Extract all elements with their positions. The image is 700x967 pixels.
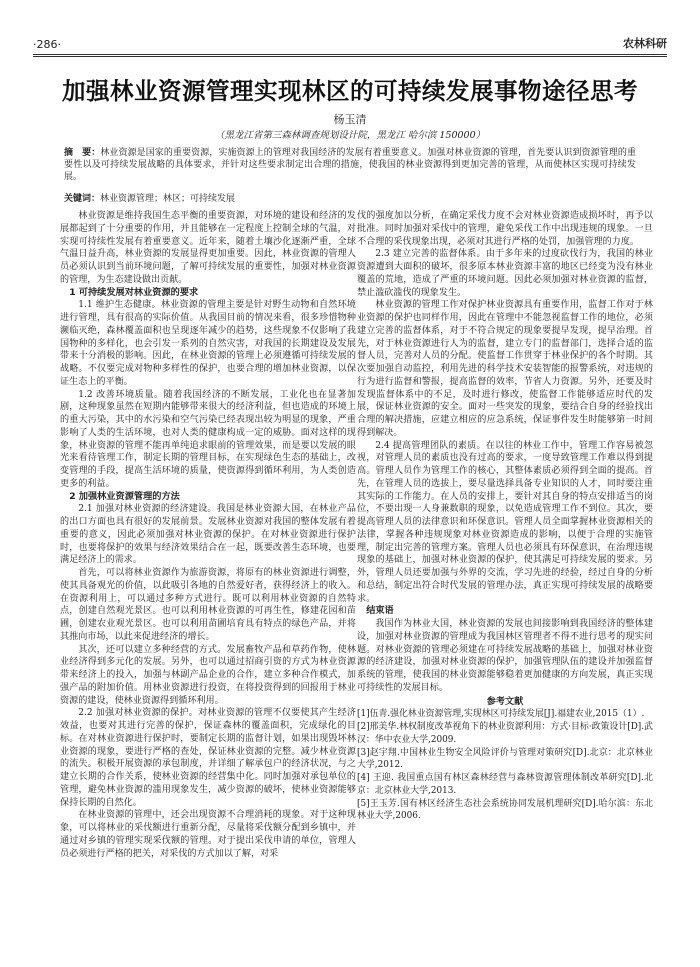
- reference-item: [2]邢美华.林权制度改革视角下的林业资源利用：方式·目标·政策设计[D].武汉：华中农业大学,2009.: [357, 722, 653, 745]
- body-paragraph: 2.4 提高管理团队的素质。在以往的林业工作中，管理工作容易被忽视，对管理人员的素质也没有过高的要求，一度导致管理工作难以得到提高。管理人员作为管理工作的核心，其整体素质必须得到全面的提高。首先，在管理人员的选拔上，要尽量选择具备专业知识的人才，同时要注重其实际的工作能力。在人员的安排上，要针对其自身的特点安排适当的岗位，不要出现一人身兼数职的现象，以免造成管理工作不到位。其次，要提高管理人员的法律意识和环保意识。管理人员全面掌握林业资源相关的法律，掌握各种违规现象对林业资源造成的影响，以便于合理的实施管理，制定出完善的管理方案。管理人员也必须具有环保意识，在治理违规现象的基础上，加强对林业资源的保护，使其满足可持续发展的要求。另外，管理人员还要加强与外界的交流，学习先进的经验，经过自身的分析和总结，制定出符合时代发展的管理办法，真正实现可持续发展的战略要求。: [357, 440, 653, 604]
- references-heading: 参考文献: [486, 696, 524, 707]
- page-number: ·286·: [33, 38, 61, 51]
- body-paragraph: 1.2 改善环境质量。随着我国经济的不断发展，工业化也在显著加剧，这种现象虽然在短期内能够带来很大的经济利益，但也造成的环境上的重大污染，其中的水污染和空气污染已经表现出较为明显的现象，严重影响了人类的生活环境，也对人类的健康构成一定的威胁。面对这样的现象，林业资源的管理不能再单纯追求眼前的管理效果，而是要以发展的眼光来看待管理工作，制定长期的管理目标，在实现绿色生态的基础上，改变管理的手段，提高生活环境的质量，使资源得到循环利用，为人类创造更多的利益。: [60, 389, 356, 489]
- body-paragraph: 在林业资源的管理中，还会出现资源不合理消耗的现象。对于这种现象，可以将林业的采伐额进行重新分配，尽量将采伐额分配到乡镇中，并通过对乡镇的管理实现采伐额的管理。对于提出采伐申请的单位，管理人员必须进行严格的把关，对采伐的方式加以了解，对采: [60, 810, 356, 859]
- abstract-label: 摘 要：: [64, 148, 101, 158]
- reference-item: [4] 王迎. 我国重点国有林区森林经营与森林资源管理体制改革研究[D].北京：北京林业大学,2013.: [357, 773, 653, 796]
- body-paragraph: 2.2 加强对林业资源的保护。对林业资源的管理不仅要使其产生经济效益，也要对其进行完善的保护，保证森林的覆盖面积，完成绿化的目标。在对林业资源进行保护时，要制定长期的监督计划，如果出现毁坏林业资源的现象，要进行严格的查处，保证林业资源的完整。减少林业资源的流失。积极开展资源的承包制度，并详细了解承包户的经济状况，与之建立长期的合作关系，使林业资源的经营集中化。同时加强对承包单位的管理，避免林业资源的滥用现象发生，减少资源的破坏，使林业资源能够保持长期的自然化。: [60, 708, 356, 808]
- body-right-column: [357, 210, 653, 823]
- running-header: [33, 26, 667, 55]
- body-paragraph: 其次，还可以建立多种经营的方式。发展畜牧产品和草药作物，使林业经济得到多元化的发展。另外，也可以通过招商引资的方式为林业资源带来经济上的投入，加强与林副产品企业的合作，建立多种合作模式，加强产品的附加价值。用林业资源进行投资，在将投资得到的回报用于林业资源的建设，使林业资源得到循环利用。: [60, 644, 356, 706]
- section-heading: 结束语: [366, 605, 394, 617]
- reference-item: [1]伍青.强化林业资源管理,实现林区可持续发展[J].福建农业,2015（1）.: [357, 709, 645, 720]
- reference-item: [3]赵宇翔.中国林业生物安全风险评价与管理对策研究[D].北京：北京林业大学,2012.: [357, 747, 653, 771]
- keywords-label: 关键词：: [64, 194, 101, 204]
- section-heading: 2 加强林业资源管理的方法: [69, 490, 180, 502]
- body-paragraph: 我国作为林业大国，林业资源的发展也间接影响到我国经济的整体建设，加强对林业资源的管理成为我国林区管理者不得不进行思考的现实问题。对林业资源的管理必须建在可持续发展战略的基础上，加强对林业资源的经济建设，加强对林业资源的保护，加强管理队伍的建设并加强监督系统的管理，使我国的林业资源能够稳着更加健康的方向发展，真正实现可持续性的发展目标。: [357, 619, 653, 693]
- article-author: 杨玉清: [333, 113, 367, 126]
- keywords: [64, 193, 636, 205]
- abstract: [64, 147, 636, 183]
- body-paragraph: 1.1 维护生态健康。林业资源的管理主要是针对野生动物和自然环境进行管理，具有很高的实际价值。从我国目前的情况来看，很多珍惜物种濒临灭绝，森林覆盖面积也呈现逐年减少的趋势，这些现象不仅影响了我国物种的多样化，也会引发一系列的自然灾害，对我国的长期建设及发展带来十分消极的影响。因此，在林业资源的管理上必须遵循可持续发展的战略。不仅要完成对物种多样性的保护，也要合理的增加林业资源，以保证生态上的平衡。: [60, 300, 356, 387]
- body-paragraph: 伐的强度加以分析，在确定采伐力度不会对林业资源造成损坏时，再予以批准。同时加强对采伐中的管理，避免采伐工作中出现违规的现象。一旦不合理的采伐现象出现，必须对其进行严格的处罚，加强管理的力度。: [357, 211, 653, 247]
- keywords-text: 林业资源管理；林区；可持续发展: [100, 194, 236, 204]
- journal-section: 农林科研: [623, 37, 667, 50]
- section-heading: 1 可持续发展对林业资源的要求: [69, 286, 199, 298]
- article-title: 加强林业资源管理实现林区的可持续发展事物途径思考: [62, 77, 638, 105]
- body-paragraph: 首先，可以将林业资源作为旅游资源，将原有的林业资源进行调整，使其具备观光的价值，以此吸引各地的自然爱好者，获得经济上的收入。在资源利用上，可以通过多种方式进行。既可以利用林业资源的自然特点，创建自然观光景区。也可以利用林业资源的可再生性，修建花园和苗圃，创建农业观光景区。也可以利用苗圃培育具有特点的绿色产品，并将其推向市场，以此来促进经济的增长。: [60, 568, 356, 642]
- body-paragraph: 2.3 建立完善的监督体系。由于多年来的过度砍伐行为，我国的林业资源遭到大面积的破坏，很多原本林业资源丰富的地区已经变为没有林业覆盖的荒地，造成了严重的环境问题。因此必须加强对林业资源的监督，禁止滥砍滥伐的现象发生。: [357, 249, 653, 298]
- body-left-column: [60, 210, 356, 860]
- body-paragraph: 林业资源的管理工作对保护林业资源具有重要作用，监督工作对于林业资源的保护也同样作用，因此在管理中不能忽视监督工作的地位，必须建立完善的监督体系，对于不符合规定的现象要提早发现，提早治理。首先，对于林业资源进行人为的监督，建立专门的监督部门，选择合适的监督人员，完善对人员的分配。使监督工作贯穿于林业保护的各个时期。其次要加强自动监控，利用先进的科学技术安装智能的报警系统，对违规的行为进行监督和警报，提高监督的效率，节省人力资源。另外，还要及时发现监督体系中的不足，及时进行修改，使监督工作能够适应时代的发展，保证林业资源的安全。面对一些突发的现象，要结合自身的经验找出合理的解决措施，应建立相应的应急系统，保证事件发生时能够第一时间得到解决。: [357, 300, 653, 438]
- body-paragraph: 林业资源是维持我国生态平衡的重要资源，对环境的建设和经济的发展都起到了十分重要的作用，并且能够在一定程度上控制全球的气温，对实现可持续性发展有着重要意义。近年来，随着土壤沙化逐渐严重，全球气温日益升高，林业资源的发展显得更加重要。因此，林业资源的管理人员必须认识到当前环境问题，了解可持续发展的重要性，加强对林业资源的管理，为生态建设做出贡献。: [60, 211, 356, 285]
- abstract-text: 林业资源是国家的重要资源，实施资源上的管理对我国经济的发展有着重要意义。加强对林业资源的管理，首先要认识到资源管理的重要性以及可持续发展战略的具体要求，并针对这些要求制定出合理的措施，使我国的林业资源得到更加完善的管理，从而使林区实现可持续发展。: [64, 148, 636, 182]
- author-affiliation: （黑龙江省第三森林调查规划设计院，黑龙江 哈尔滨 150000）: [214, 130, 486, 141]
- header-rule: [33, 56, 667, 57]
- body-paragraph: 2.1 加强对林业资源的经济建设。我国是林业资源大国，在林业产品的出口方面也具有很好的发展前景。发展林业资源对我国的整体发展有着重要的意义，因此必须加强对林业资源的保护。在对林业资源进行保护时，也要将保护的效果与经济效果结合在一起，既要改善生态环境，也要满足经济上的需求。: [60, 504, 356, 566]
- reference-item: [5]王玉芳.国有林区经济生态社会系统协同发展机理研究[D].哈尔滨：东北林业大学,2006.: [357, 798, 653, 822]
